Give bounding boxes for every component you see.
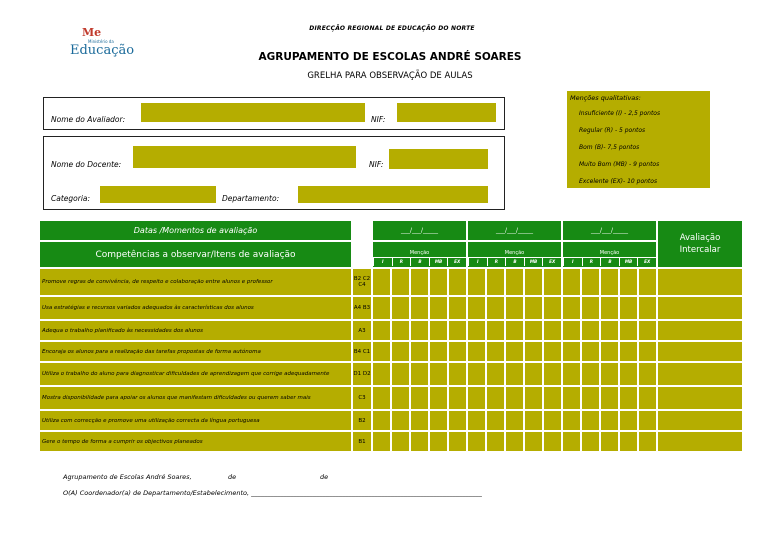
- score-cell[interactable]: [525, 411, 542, 430]
- score-cell[interactable]: [449, 387, 466, 409]
- mention-item: Muito Bom (MB) - 9 pontos: [579, 161, 660, 168]
- score-cell[interactable]: [639, 269, 656, 295]
- score-cell[interactable]: [468, 321, 485, 340]
- mencao-label: Menção: [373, 242, 466, 258]
- logo-big-text: Educação: [70, 43, 135, 58]
- competences-header-label: Competências a observar/Itens de avaliação: [95, 249, 296, 260]
- score-cell[interactable]: [563, 411, 580, 430]
- score-cell[interactable]: [487, 321, 504, 340]
- score-cell[interactable]: [430, 387, 447, 409]
- score-block: [372, 410, 467, 431]
- score-cell[interactable]: [601, 269, 618, 295]
- score-cell[interactable]: [601, 342, 618, 361]
- score-cell[interactable]: [563, 297, 580, 319]
- final-eval-cell[interactable]: [657, 296, 743, 320]
- score-cell[interactable]: [411, 297, 428, 319]
- score-cell[interactable]: [373, 269, 390, 295]
- scale-label: EX: [447, 258, 466, 266]
- score-cell[interactable]: [620, 387, 637, 409]
- score-cell[interactable]: [639, 411, 656, 430]
- score-cell[interactable]: [620, 363, 637, 385]
- scale-label: B: [505, 258, 524, 266]
- mentions-title: Menções qualitativas:: [570, 94, 641, 102]
- criterion-row: [39, 296, 743, 320]
- score-block: [372, 341, 467, 362]
- scale-row: [468, 258, 561, 266]
- final-eval-cell[interactable]: [657, 268, 743, 296]
- score-block: [562, 362, 657, 386]
- score-cell[interactable]: [449, 432, 466, 451]
- score-cell[interactable]: [582, 269, 599, 295]
- date-placeholder: ___/___/_____: [590, 227, 629, 234]
- score-block: [372, 362, 467, 386]
- evaluator-label: Nome do Avaliador:: [51, 115, 126, 124]
- mencao-inner: [468, 242, 561, 266]
- scale-label: MB: [524, 258, 543, 266]
- score-cells: [468, 342, 561, 361]
- footer-de-1: de: [228, 473, 237, 481]
- score-cell[interactable]: [430, 363, 447, 385]
- school-title: AGRUPAMENTO DE ESCOLAS ANDRÉ SOARES: [258, 51, 522, 63]
- final-eval-cell[interactable]: [657, 362, 743, 386]
- scale-row: [373, 258, 466, 266]
- teacher-label: Nome do Docente:: [51, 160, 122, 169]
- score-block: [372, 320, 467, 341]
- score-cell[interactable]: [392, 297, 409, 319]
- score-cell[interactable]: [506, 297, 523, 319]
- scale-label: MB: [429, 258, 448, 266]
- score-cell[interactable]: [601, 387, 618, 409]
- criterion-code: B2 C2 C4: [352, 268, 372, 296]
- criterion-code: B2: [352, 410, 372, 431]
- score-block: [467, 268, 562, 296]
- score-cell[interactable]: [430, 342, 447, 361]
- score-cell[interactable]: [411, 363, 428, 385]
- score-cell[interactable]: [525, 297, 542, 319]
- teacher-nif-field[interactable]: [389, 149, 488, 169]
- score-cell[interactable]: [392, 342, 409, 361]
- mencao-label: Menção: [468, 242, 561, 258]
- score-cell[interactable]: [506, 432, 523, 451]
- score-cell[interactable]: [620, 269, 637, 295]
- score-cell[interactable]: [582, 387, 599, 409]
- score-cells: [468, 269, 561, 295]
- competences-header: [39, 241, 352, 268]
- score-cell[interactable]: [430, 297, 447, 319]
- score-cell[interactable]: [563, 387, 580, 409]
- score-block: [467, 341, 562, 362]
- score-block: [562, 386, 657, 410]
- score-cells: [468, 321, 561, 340]
- mentions-box: [567, 91, 710, 188]
- scale-label: I: [563, 258, 582, 266]
- scale-label: EX: [637, 258, 656, 266]
- teacher-nif-label: NIF:: [369, 160, 384, 169]
- score-cell[interactable]: [639, 387, 656, 409]
- final-eval-cell[interactable]: [657, 341, 743, 362]
- page-subtitle: GRELHA PARA OBSERVAÇÃO DE AULAS: [307, 71, 473, 81]
- final-eval-label-1: Avaliação: [679, 233, 721, 243]
- score-cell[interactable]: [601, 363, 618, 385]
- score-cell[interactable]: [449, 321, 466, 340]
- score-cell[interactable]: [468, 411, 485, 430]
- score-block: [562, 320, 657, 341]
- score-cell[interactable]: [468, 432, 485, 451]
- score-cell[interactable]: [582, 321, 599, 340]
- score-cell[interactable]: [411, 387, 428, 409]
- score-cell[interactable]: [411, 411, 428, 430]
- criterion-text: Encoraja os alunos para a realização das tarefas propostas de forma autónoma: [39, 341, 352, 362]
- criterion-text: Usa estratégias e recursos variados adequados às características dos alunos: [39, 296, 352, 320]
- mencao-label: Menção: [563, 242, 656, 258]
- logo-mark-icon: Me: [82, 26, 102, 39]
- score-cell[interactable]: [392, 387, 409, 409]
- score-cell[interactable]: [487, 363, 504, 385]
- score-cell[interactable]: [392, 432, 409, 451]
- score-cell[interactable]: [430, 269, 447, 295]
- score-cell[interactable]: [582, 411, 599, 430]
- score-cell[interactable]: [506, 387, 523, 409]
- score-cell[interactable]: [487, 411, 504, 430]
- score-cells: [373, 363, 466, 385]
- score-cell[interactable]: [620, 297, 637, 319]
- date-placeholder: ___/___/_____: [495, 227, 534, 234]
- score-cells: [468, 387, 561, 409]
- score-cell[interactable]: [582, 342, 599, 361]
- score-cells: [563, 387, 656, 409]
- criterion-code: C3: [352, 386, 372, 410]
- score-block: [467, 386, 562, 410]
- score-cell[interactable]: [487, 342, 504, 361]
- scale-label: I: [373, 258, 392, 266]
- score-cell[interactable]: [563, 269, 580, 295]
- scale-label: MB: [619, 258, 638, 266]
- ministry-logo: [68, 26, 138, 60]
- date-cell-1[interactable]: [372, 220, 467, 241]
- score-block: [372, 268, 467, 296]
- final-eval-cell[interactable]: [657, 431, 743, 452]
- score-cell[interactable]: [392, 269, 409, 295]
- footer-place: Agrupamento de Escolas André Soares,: [63, 473, 192, 481]
- score-cells: [563, 321, 656, 340]
- score-cell[interactable]: [639, 342, 656, 361]
- criterion-row: [39, 386, 743, 410]
- score-cell[interactable]: [468, 387, 485, 409]
- mencao-block: [467, 241, 562, 268]
- criterion-row: [39, 320, 743, 341]
- score-block: [467, 362, 562, 386]
- score-cell[interactable]: [392, 411, 409, 430]
- score-cell[interactable]: [544, 297, 561, 319]
- mencao-block: [372, 241, 467, 268]
- score-cell[interactable]: [639, 321, 656, 340]
- mention-item: Excelente (EX)- 10 pontos: [579, 178, 658, 185]
- score-cell[interactable]: [506, 269, 523, 295]
- score-cell[interactable]: [601, 297, 618, 319]
- score-cell[interactable]: [430, 432, 447, 451]
- score-cell[interactable]: [430, 411, 447, 430]
- score-cell[interactable]: [544, 342, 561, 361]
- score-cell[interactable]: [639, 432, 656, 451]
- score-cell[interactable]: [468, 342, 485, 361]
- score-cells: [468, 363, 561, 385]
- department-label: Departamento:: [222, 194, 280, 203]
- score-cells: [468, 297, 561, 319]
- score-cell[interactable]: [525, 432, 542, 451]
- category-label: Categoria:: [51, 194, 91, 203]
- score-block: [467, 431, 562, 452]
- score-cell[interactable]: [506, 411, 523, 430]
- score-cell[interactable]: [487, 269, 504, 295]
- footer-de-2: de: [320, 473, 329, 481]
- category-field[interactable]: [100, 186, 216, 203]
- date-cell-2[interactable]: [467, 220, 562, 241]
- score-cell[interactable]: [449, 269, 466, 295]
- score-cell[interactable]: [373, 387, 390, 409]
- evaluator-nif-label: NIF:: [371, 115, 386, 124]
- score-cell[interactable]: [620, 342, 637, 361]
- score-cell[interactable]: [373, 432, 390, 451]
- score-block: [562, 296, 657, 320]
- score-cell[interactable]: [601, 321, 618, 340]
- score-cell[interactable]: [544, 269, 561, 295]
- score-cell[interactable]: [601, 411, 618, 430]
- score-cell[interactable]: [411, 342, 428, 361]
- score-cell[interactable]: [449, 297, 466, 319]
- score-cells: [373, 297, 466, 319]
- dates-header: [39, 220, 352, 241]
- score-block: [467, 410, 562, 431]
- mention-item: Regular (R) - 5 pontos: [579, 127, 646, 134]
- score-cells: [563, 342, 656, 361]
- score-cell[interactable]: [468, 269, 485, 295]
- score-cells: [563, 432, 656, 451]
- criterion-code: D1 D2: [352, 362, 372, 386]
- score-cell[interactable]: [544, 363, 561, 385]
- criterion-code: A4 B3: [352, 296, 372, 320]
- scale-label: R: [392, 258, 411, 266]
- score-cell[interactable]: [601, 432, 618, 451]
- score-cell[interactable]: [620, 432, 637, 451]
- score-cell[interactable]: [544, 321, 561, 340]
- teacher-field[interactable]: [133, 146, 356, 168]
- score-block: [467, 320, 562, 341]
- final-eval-header: [657, 220, 743, 268]
- score-cell[interactable]: [563, 342, 580, 361]
- dates-header-label: Datas /Momentos de avaliação: [133, 226, 258, 235]
- score-cells: [468, 411, 561, 430]
- score-cell[interactable]: [506, 363, 523, 385]
- score-cell[interactable]: [487, 297, 504, 319]
- score-cell[interactable]: [563, 432, 580, 451]
- score-block: [562, 341, 657, 362]
- score-cell[interactable]: [392, 321, 409, 340]
- score-cell[interactable]: [487, 387, 504, 409]
- criterion-code: B1: [352, 431, 372, 452]
- mencao-inner: [563, 242, 656, 266]
- criterion-text: Utiliza o trabalho do aluno para diagnosticar dificuldades de aprendizagem que corrige adequadamente: [39, 362, 352, 386]
- score-cell[interactable]: [563, 321, 580, 340]
- score-cell[interactable]: [506, 321, 523, 340]
- criterion-row: [39, 431, 743, 452]
- criterion-row: [39, 362, 743, 386]
- mencao-inner: [373, 242, 466, 266]
- score-cell[interactable]: [639, 297, 656, 319]
- scale-row: [563, 258, 656, 266]
- score-cell[interactable]: [487, 432, 504, 451]
- score-cell[interactable]: [525, 269, 542, 295]
- criterion-text: Mostra disponibilidade para apoiar os alunos que manifestam dificuldades ou querem saber mais: [39, 386, 352, 410]
- score-cell[interactable]: [525, 387, 542, 409]
- score-cells: [373, 432, 466, 451]
- scale-label: R: [582, 258, 601, 266]
- score-cell[interactable]: [582, 432, 599, 451]
- score-cell[interactable]: [373, 342, 390, 361]
- score-cell[interactable]: [411, 269, 428, 295]
- scale-label: I: [468, 258, 487, 266]
- score-cells: [373, 321, 466, 340]
- score-cell[interactable]: [373, 297, 390, 319]
- score-cell[interactable]: [639, 363, 656, 385]
- score-cells: [373, 411, 466, 430]
- date-placeholder: ___/___/_____: [400, 227, 439, 234]
- score-cell[interactable]: [449, 411, 466, 430]
- scale-label: B: [600, 258, 619, 266]
- scale-label: R: [487, 258, 506, 266]
- criterion-text: Utiliza com correcção e promove uma utilização correcta da língua portuguesa: [39, 410, 352, 431]
- score-cell[interactable]: [449, 342, 466, 361]
- score-cells: [373, 387, 466, 409]
- criterion-text: Promove regras de convivência, de respeito e colaboração entre alunos e professor: [39, 268, 352, 296]
- final-eval-cell[interactable]: [657, 386, 743, 410]
- score-cells: [373, 342, 466, 361]
- score-block: [372, 431, 467, 452]
- scale-label: EX: [542, 258, 561, 266]
- mencao-block: [562, 241, 657, 268]
- department-field[interactable]: [298, 186, 488, 203]
- score-cell[interactable]: [525, 321, 542, 340]
- score-cells: [563, 411, 656, 430]
- score-cells: [563, 269, 656, 295]
- logo-small-text: Ministério da: [88, 39, 114, 44]
- criterion-text: Gere o tempo de forma a cumprir os objectivos planeados: [39, 431, 352, 452]
- score-cell[interactable]: [468, 297, 485, 319]
- score-cell[interactable]: [411, 432, 428, 451]
- score-cell[interactable]: [506, 342, 523, 361]
- criterion-code: A3: [352, 320, 372, 341]
- score-cell[interactable]: [582, 363, 599, 385]
- score-cells: [563, 363, 656, 385]
- score-cells: [468, 432, 561, 451]
- score-cell[interactable]: [373, 363, 390, 385]
- criterion-row: [39, 410, 743, 431]
- score-block: [562, 431, 657, 452]
- final-eval-cell[interactable]: [657, 320, 743, 341]
- score-cell[interactable]: [468, 363, 485, 385]
- score-cell[interactable]: [525, 342, 542, 361]
- score-cell[interactable]: [544, 387, 561, 409]
- score-block: [372, 386, 467, 410]
- criterion-text: Adequa o trabalho planificado às necessidades dos alunos: [39, 320, 352, 341]
- final-eval-cell[interactable]: [657, 410, 743, 431]
- score-cells: [563, 297, 656, 319]
- score-cell[interactable]: [620, 321, 637, 340]
- score-cell[interactable]: [563, 363, 580, 385]
- mention-item: Insuficiente (I) - 2,5 pontos: [579, 110, 661, 117]
- criterion-row: [39, 268, 743, 296]
- header-gap: [352, 220, 372, 241]
- score-block: [467, 296, 562, 320]
- score-cells: [373, 269, 466, 295]
- score-cell[interactable]: [373, 321, 390, 340]
- score-cell[interactable]: [392, 363, 409, 385]
- final-eval-label-2: Intercalar: [679, 245, 721, 255]
- criterion-row: [39, 341, 743, 362]
- score-cell[interactable]: [620, 411, 637, 430]
- evaluation-grid: [38, 219, 744, 453]
- score-cell[interactable]: [430, 321, 447, 340]
- score-cell[interactable]: [411, 321, 428, 340]
- score-block: [372, 296, 467, 320]
- mention-item: Bom (B)- 7,5 pontos: [579, 144, 640, 151]
- score-cell[interactable]: [373, 411, 390, 430]
- score-block: [562, 268, 657, 296]
- regional-direction: DIRECÇÃO REGIONAL DE EDUCAÇÃO DO NORTE: [309, 25, 475, 32]
- score-cell[interactable]: [449, 363, 466, 385]
- evaluator-field[interactable]: [141, 103, 365, 122]
- score-cell[interactable]: [525, 363, 542, 385]
- score-cell[interactable]: [582, 297, 599, 319]
- score-cell[interactable]: [544, 411, 561, 430]
- criterion-code: B4 C1: [352, 341, 372, 362]
- footer-signature-line: O(A) Coordenador(a) de Departamento/Estabelecimento, _______________________________________________________________________: [63, 489, 482, 497]
- date-cell-3[interactable]: [562, 220, 657, 241]
- header-gap: [352, 241, 372, 268]
- score-block: [562, 410, 657, 431]
- scale-label: B: [410, 258, 429, 266]
- evaluator-nif-field[interactable]: [397, 103, 496, 122]
- score-cell[interactable]: [544, 432, 561, 451]
